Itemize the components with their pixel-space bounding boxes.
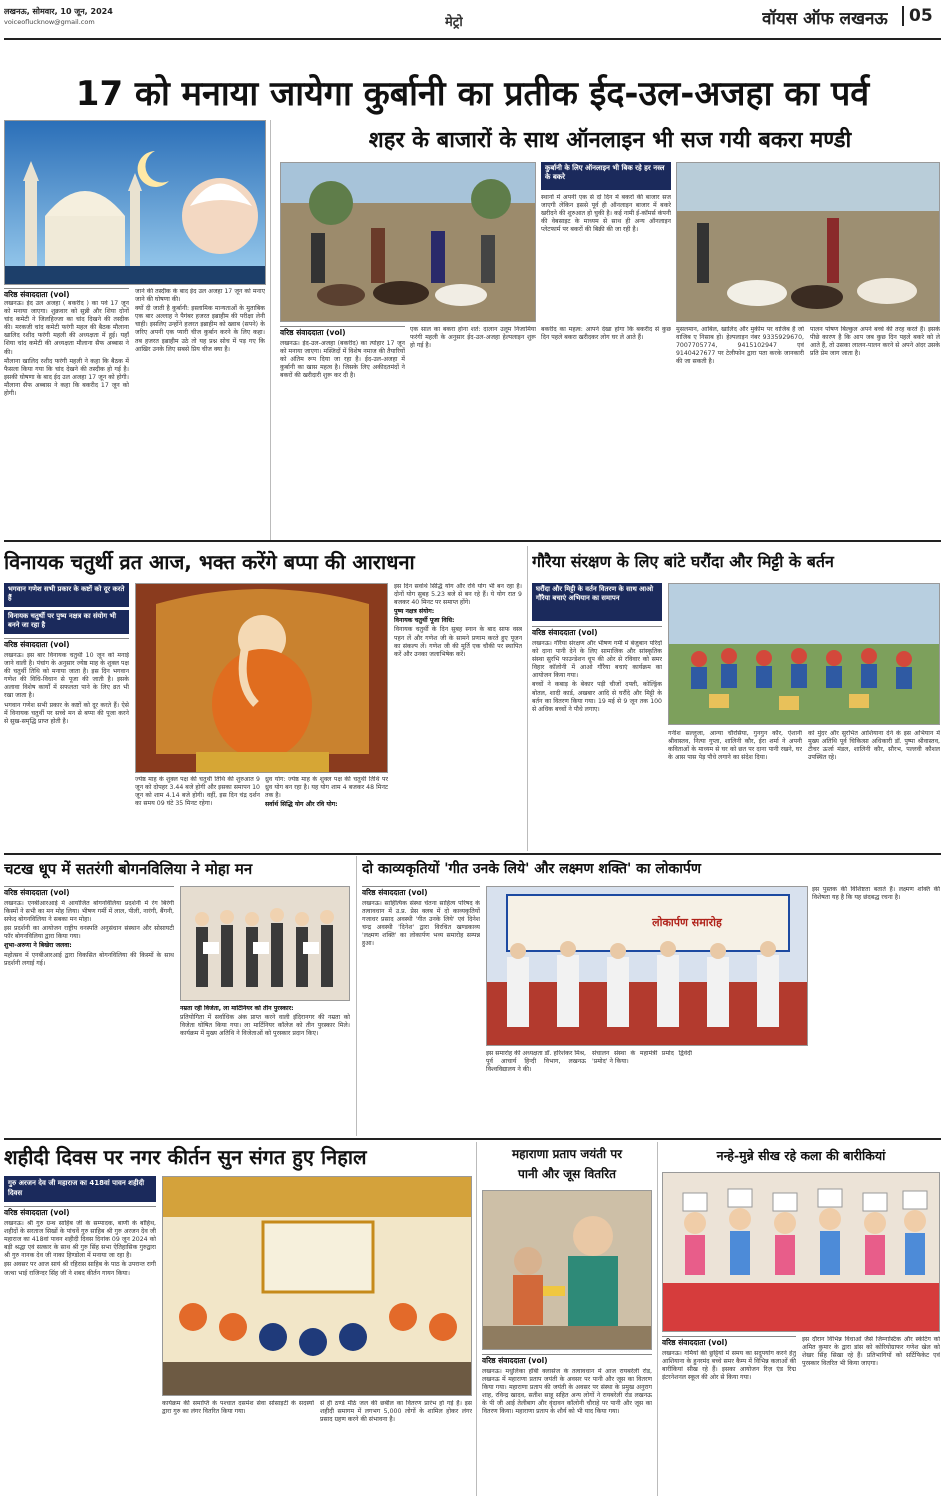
bougainvillea-byline: वरिष्ठ संवाददाता (vol): [4, 886, 174, 898]
paragraph: प्रतियोगिता में सर्वाधिक अंक प्राप्त करने वाली इंदिरानगर की नम्रता को विजेता घोषित किया गया। ला मार्टिनियर कॉलेज को तीन पुरस्कार मिले। कार्यक्रम में मुख्य अतिथि ने विजेताओं को पुरस्कार प्रदान किए।: [180, 1014, 350, 1038]
maharana-headline-line2: पानी और जूस वितरित: [518, 1167, 616, 1181]
bougainvillea-headline: चटख धूप में सतरंगी बोगनविलिया ने मोहा मन: [4, 860, 253, 878]
shaheedi-callout: गुरु अरजन देव जी महाराज का 418वां पावन शहीदी दिवस: [4, 1176, 156, 1202]
column-divider: [657, 1142, 658, 1496]
shaheedi-byline: वरिष्ठ संवाददाता (vol): [4, 1206, 156, 1218]
ganesh-idol-photo: [135, 583, 388, 773]
bakra-body-col4: मुसलमान, आबिल, खालिद और मुकीम पर वाजिब है जो वाजिब ए निसाब हो। हेल्पलाइन नंबर 9335929670, 7007705774, 9415102947 एवं 9140427677 पर टेलीफोन द्वारा पता करके जानकारी की जा सकती है।: [676, 326, 804, 366]
summer-camp-photo: [662, 1172, 940, 1332]
paragraph: लखनऊ। श्री गुरु ग्रन्थ साहिब जी के सम्पादक, बाणी के बोहिथ, शहीदों के सरताज सिखों के पांचवें गुरु साहिब श्री गुरु अरजन देव जी महाराज का 418वां पावन शहीदी दिवस दिनांक 09 जून 2024 को बड़ी श्रद्धा एवं सत्कार के साथ श्री गुरु सिंह सभा ऐतिहासिक गुरुद्वारा श्री गुरु नानक देव जी नाका हिण्डोला में मनाया जा रहा है।: [4, 1220, 156, 1260]
maharana-headline-line1: महाराणा प्रताप जयंती पर: [511, 1147, 623, 1161]
paragraph: इस अवसर पर आज सायं श्री रहिरास साहिब के पाठ के उपरान्त रागी जत्था भाई राजिन्दर सिंह जी ने शबद कीर्तन गायन किया।: [4, 1261, 156, 1277]
bakra-byline: वरिष्ठ संवाददाता (vol): [280, 326, 405, 338]
vinayak-body-col4: [394, 583, 522, 850]
banner-text: लोकार्पण समारोह: [652, 916, 722, 929]
bakra-online-text: स्थानों में अपनी एक से दो दिन में बकरों की बाजार सज जाएगी लेकिन इससे पूर्व ही ऑनलाइन बाजार में बकरे खरीदने की शुरुआत हो चुकी है। कई नामी ई-कॉमर्स कंपनी की वेबसाइट के माध्यम से साथ ही अन्य ऑनलाइन प्लेटफार्म पर बकरों की बिक्री की जा रही है।: [541, 194, 671, 234]
section-rule: [4, 1138, 941, 1140]
vinayak-callout-1: भगवान गणेश सभी प्रकार के कष्टों को दूर करते हैं: [4, 583, 129, 607]
bougainvillea-photo: [180, 886, 350, 1001]
email: voiceoflucknow@gmail.com: [4, 18, 95, 26]
paragraph: विनायक चतुर्थी के दिन सुबह स्नान के बाद साफ वस्त्र पहन लें और गणेश जी के सामने प्रणाम करते हुए पूजन का संकल्प लें। गणेश जी की मूर्ति एक चौकी पर स्थापित करें और उनका जलाभिषेक करें।: [394, 626, 522, 658]
juice-distribution-photo: [482, 1190, 652, 1350]
kavya-body-col2: इस समारोह की अध्यक्षता डॉ. हरिशंकर मिश्र, पूर्व आचार्य हिन्दी विभाग, लखनऊ विश्वविद्यालय ने की।: [486, 1050, 586, 1074]
paragraph: ध्रुव योग: ज्येष्ठ माह के शुक्ल पक्ष की चतुर्थी तिथि पर ध्रुव योग बन रहा है। यह योग शाम 4 बजकर 48 मिनट तक है।: [265, 776, 388, 800]
bakra-body-col1: लखनऊ। ईद-उल-अजहा (बकरीद) का त्योहार 17 जून को मनाया जाएगा। मस्जिदों में विशेष नमाज की तैयारियों को अंतिम रूप दिया जा रहा है। ईद-उल-अजहा में कुर्बानी का खास महत्व है। जिसके लिए अकीदतमंदों ने बकरों की खरीदारी शुरू कर दी है।: [280, 340, 405, 380]
column-divider: [527, 546, 528, 851]
paper-name: वॉयस ऑफ लखनऊ: [762, 9, 888, 29]
subhead: नम्रता रही विजेता, ला मार्टिनियर को तीन पुरस्कार:: [180, 1005, 294, 1012]
main-body-col2: [135, 288, 265, 535]
column-divider: [270, 120, 271, 540]
vinayak-byline: वरिष्ठ संवाददाता (vol): [4, 638, 129, 650]
kavya-body-col4: इस पुस्तक की विशिष्टता बताते हैं। लक्ष्मण शक्ति की विशेषता यह है कि यह छंदबद्ध रचना है।: [812, 886, 940, 902]
shaheedi-body-col3: से ही ठण्डे मीठे जल की छबील का वितरण प्रारंभ हो गई है। इस शहीदी समागम में लगभग 5,000 लोगों के शामिल होकर लंगर प्रसाद ग्रहण करने की संभावना है।: [320, 1400, 472, 1424]
masthead: [0, 0, 945, 42]
vinayak-body-col3: [265, 776, 388, 850]
masthead-rule: [4, 38, 941, 40]
gauraiya-headline: गौरैया संरक्षण के लिए बांटे घरौंदा और मिट्टी के बर्तन: [532, 552, 834, 571]
paragraph: इस दिन सर्वार्थ सिद्धि योग और रवि योग भी बन रहा है। दोनों योग सुबह 5.23 बजे से बन रहे हैं। ये योग रात 9 बजकर 40 मिनट पर समाप्त होंगे।: [394, 583, 522, 607]
paragraph: लखनऊ। इस बार विनायक चतुर्थी 10 जून को मनाई जाने वाली है। पंचांग के अनुसार ज्येष्ठ माह के शुक्ल पक्ष की चतुर्थी तिथि को मनाया जाता है। इस दिन भगवान गणेश की विधि-विधान से पूजा की जाती है। इसके अलावा विशेष कार्यों में सफलता पाने के लिए व्रत भी रखा जाता है।: [4, 652, 129, 700]
nagar-kirtan-photo: [162, 1176, 472, 1396]
main-headline: 17 को मनाया जायेगा कुर्बानी का प्रतीक ईद-उल-अजहा का पर्व: [75, 74, 870, 114]
kavya-launch-photo: [486, 886, 808, 1046]
maharana-byline: वरिष्ठ संवाददाता (vol): [482, 1354, 652, 1366]
subhead: शुभा-अरुणा ने बिखेरा जलवा:: [4, 942, 72, 950]
section-label: मेट्रो: [445, 15, 463, 30]
gauraiya-byline: वरिष्ठ संवाददाता (vol): [532, 626, 662, 638]
column-divider: [476, 1142, 477, 1496]
vinayak-body-col2: ज्येष्ठ माह के शुक्ल पक्ष की चतुर्थी तिथि की शुरुआत 9 जून को दोपहर 3.44 बजे होगी और इसका समापन 10 जून को शाम 4.14 बजे होगी। वहीं, इस दिन चंद्र दर्शन का समय 09 घंटे 35 मिनट रहेगा।: [135, 776, 260, 808]
main-byline: वरिष्ठ संवाददाता (vol): [4, 288, 129, 300]
nanhe-body-col2: इस दौरान विभिन्न विधाओं जैसे जिम्नास्टिक और स्केटिंग को अमित कुमार के द्वारा डांस को कोरियोग्राफर गणेश खेल को शेखर सिंह सिखा रहे हैं। प्रतिभागियों को सर्टिफिकेट एवं पुरस्कार वितरित भी किया जाएगा।: [802, 1336, 940, 1368]
subhead: सर्वार्थ सिद्धि योग और रवि योग:: [265, 801, 338, 809]
kavya-headline: दो काव्यकृतियों 'गीत उनके लिये' और लक्ष्मण शक्ति' का लोकार्पण: [362, 861, 701, 877]
vinayak-headline: विनायक चतुर्थी व्रत आज, भक्त करेंगे बप्पा की आराधना: [4, 550, 415, 574]
subhead: विनायक चतुर्थी पूजा विधि:: [394, 617, 455, 625]
paragraph: लखनऊ। गौरैया संरक्षण और भीषण गर्मी में बेजुबान परिंदों को दाना पानी देने के लिए सामाजिक और सांस्कृतिक संस्था सुरभि फाउन्डेशन धूप की ओर से रविवार को समर विहार कॉलोनी में आओ गौरैया बचाएं कार्यक्रम का आयोजन किया गया।: [532, 640, 662, 680]
paragraph: क्यों दी जाती है कुर्बानी: इस्लामिक मान्यताओं के मुताबिक एक बार अल्लाह ने पैगंबर हजरत इब्राहीम की परीक्षा लेनी चाही। इसलिए उन्होंने हजरत इब्राहीम को ख्वाब (सपने) के जरिए अपनी एक प्यारी चीज कुर्बान करने के लिए कहा। तब हजरत इब्राहीम उठे तो यह प्रश्न सोच में पड़ गए कि आखिर उनके लिए सबसे प्रिय चीज क्या है।: [135, 305, 265, 353]
vinayak-body-col1: [4, 652, 129, 850]
gauraiya-body-col2: गनीश सल्लुजा, आन्या चौरसिया, गुनगुन कौर, ऐशानी श्रीवास्तव, नित्या गुप्ता, शालिनी कौर, ईरा शर्मा ने अपनी कविताओं के माध्यम से घर को छत पर दाना पानी रखने, घर के आस पास पेड़ पौधे लगाने का संदेश दिया।: [668, 730, 802, 762]
nanhe-byline: वरिष्ठ संवाददाता (vol): [662, 1336, 796, 1348]
shaheedi-body-col2: कार्यक्रम की समाप्ति के पश्चात दसमेश सेवा सोसाइटी के सदस्यों द्वारा गुरु का लंगर वितरित किया गया।: [162, 1400, 314, 1416]
paragraph: मौलाना खालिद रशीद फरंगी महली ने कहा कि बैठक में फैसला किया गया कि चांद देखने की तस्दीक हो गई है। इसकी घोषणा के बाद ईद उल अजहा 17 जून को होगी। मौलाना सैफ अब्बास ने कहा कि बकरीद 17 जून को होगी।: [4, 357, 129, 398]
paragraph: लखनऊ। एनबीआरआई में आयोजित बोगनविलिया प्रदर्शनी में रंग बिरंगी किस्मों ने सभी का मन मोह लिया। भीषण गर्मी में लाल, पीली, नारंगी, बैंगनी, सफेद बोगनविलिया ने सबका मन मोहा।: [4, 900, 174, 924]
bakra-body-col3: बकरीद का महत्व: आपने देखा होगा कि बकरीद से कुछ दिन पहले बकरा खरीदकर लोग घर ले आते हैं।: [541, 326, 671, 342]
column-divider: [356, 856, 357, 1136]
bougainvillea-body-col2: [180, 1005, 350, 1135]
gauraiya-callout: घरौंदा और मिट्टी के वर्तन वितरण के साथ आओ गौरैया बचाएं अभियान का समापन: [532, 583, 662, 621]
bougainvillea-body-col1: [4, 900, 174, 1135]
paragraph: जाने की तस्दीक के बाद ईद उल अजहा 17 जून को मनाए जाने की घोषणा की।: [135, 288, 265, 304]
bakra-headline: शहर के बाजारों के साथ ऑनलाइन भी सज गयी बकरा मण्डी: [368, 128, 852, 153]
bakra-body-col2: एक साल का बकरा होना शर्त: दालान उलूम निजामिया फरंगी महली के अनुसार ईद-उल-अजहा हेल्पलाइन शुरू हो गई है।: [410, 326, 536, 350]
paragraph: लखनऊ। ईद उल अजहा ( बकरीद ) का पर्व 17 जून को मनाया जाएगा। शुक्रवार को सुन्नी और शिया दोनों चांद कमेटी ने जिलहिज्जा का चांद दिखने की तस्दीक की। मरकजी चांद कमेटी फरंगी महल की बैठक मौलाना खालिद रशीद फरंगी महली की अध्यक्षता में हुई। यहाँ शिया चांद कमेटी की अध्यक्षता मौलाना सैफ अब्बास ने की।: [4, 300, 129, 356]
section-rule: [4, 540, 941, 542]
dateline: लखनऊ, सोमवार, 10 जून, 2024: [4, 7, 113, 16]
section-rule: [4, 853, 941, 855]
gauraiya-body-col1: [532, 640, 662, 850]
paragraph: महोत्सव में एनबीआरआई द्वारा विकसित बोगनविलिया की किस्मों के साथ प्रदर्शनी लगाई गई।: [4, 951, 174, 967]
eid-illustration: [4, 120, 266, 285]
gauraiya-body-col3: को मुंदर और सुरभित आशियाना देने के इस अभियान में मुख्य अतिथि पूर्व चिकित्सा अधिकारी डॉ. पुष्पा श्रीवास्तव, टीचर ऊर्जा मंडल, शालिनी कौर, सौरभ, पल्लवी कौशल उपस्थित रहे।: [808, 730, 940, 762]
maharana-body: लखनऊ। मधुलिका हॉबी क्लासेज के तत्वावधान में आज रायबरेली रोड, लखनऊ में महाराणा प्रताप जयंती के अवसर पर पानी और जूस का वितरण किया गया। महाराणा प्रताप की जयंती के अवसर पर संस्था के प्रमुख अनुराग शाह, रविन्द्र खादव, सतीश साहू सहित अन्य लोगों ने रायबरेली रोड लखनऊ के पी जी आई तेलीबाग और वृंदावन कॉलोनी चौराहे पर पानी और जूस का वितरण किया। महाराणा प्रताप के शौर्य को भी याद किया गया।: [482, 1368, 652, 1416]
shaheedi-headline: शहीदी दिवस पर नगर कीर्तन सुन संगत हुए निहाल: [4, 1145, 367, 1169]
kavya-byline: वरिष्ठ संवाददाता (vol): [362, 886, 480, 898]
bakra-body-col5: पालन पोषण बिल्कुल अपने बच्चे की तरह करते हैं। इसके पीछे कारण है कि आप जब कुछ दिन पहले बकरे को ले आते हैं, तो उसका लालन-पालन करने से अपने अंदर उसके प्रति प्रेम जाग जाता है।: [810, 326, 940, 358]
paragraph: बच्चों ने कबाड़ के बेकार पड़ी चीजों दफ्ती, कोल्ड्रिंक बोतल, शादी कार्ड, अखबार आदि से घरौंदे और मिट्टी के बर्तन का वितरण किया गया। 19 मई से 9 जून तक 100 से अधिक बच्चों ने पौधे लगाए।: [532, 681, 662, 713]
paragraph: भगवान गणेश सभी प्रकार के कष्टों को दूर करते हैं। ऐसे में विनायक चतुर्थी पर सच्चे मन से बप्पा की पूजा करने से सुख-समृद्धि प्राप्त होती है।: [4, 701, 129, 725]
goat-market-photo-left: [280, 162, 536, 322]
shaheedi-body-col1: [4, 1220, 156, 1496]
gauraiya-group-photo: [668, 583, 940, 725]
goat-market-photo-right: [676, 162, 940, 322]
paragraph: इस प्रदर्शनी का आयोजन राष्ट्रीय वनस्पति अनुसंधान संस्थान और सोसायटी फॉर बोगनविलिया द्वारा किया गया।: [4, 925, 174, 941]
nanhe-body-col1: लखनऊ। गर्मियों की छुट्टियों में समय का सदुपयोग करने हेतु आशियाना के हुनरमंद बच्चे समर कैम्प में विभिन्न कलाओं की बारीकियां सीख रहे हैं। इसका आयोजन रिज़ एंड रिद्म इंटरनेशनल स्कूल की ओर से किया गया।: [662, 1350, 796, 1382]
vinayak-callout-2: विनायक चतुर्थी पर पुष्य नक्षत्र का संयोग भी बनने जा रहा है: [4, 610, 129, 634]
subhead: पुष्य नक्षत्र संयोग:: [394, 608, 435, 616]
main-body-col1: [4, 300, 129, 535]
bakra-callout: कुर्बानी के लिए ऑनलाइन भी बिक रहे हर नस्ल के बकरे: [541, 162, 671, 190]
kavya-body-col3: संचालन संस्था के महामंत्री प्रमोद द्विवेदी 'प्रमोद' ने किया।: [592, 1050, 692, 1066]
page-number: 05: [902, 6, 933, 26]
nanhe-headline: नन्हे-मुन्ने सीख रहे कला की बारीकियां: [716, 1148, 886, 1163]
kavya-body-col1: लखनऊ। साहित्यिक संस्था चेतना साहित्य परिषद के तत्वावधान में उ.प्र. प्रेस क्लब में दो काव्यकृतियों गजाधर प्रसाद अवस्थी 'गीत उनके लिये' एवं दिनेश चन्द्र अवस्थी 'दिनेश' द्वारा विरचित खण्डकाव्य 'लक्ष्मण शक्ति' का लोकार्पण भव्य समारोह सम्पन्न हुआ।: [362, 900, 480, 948]
